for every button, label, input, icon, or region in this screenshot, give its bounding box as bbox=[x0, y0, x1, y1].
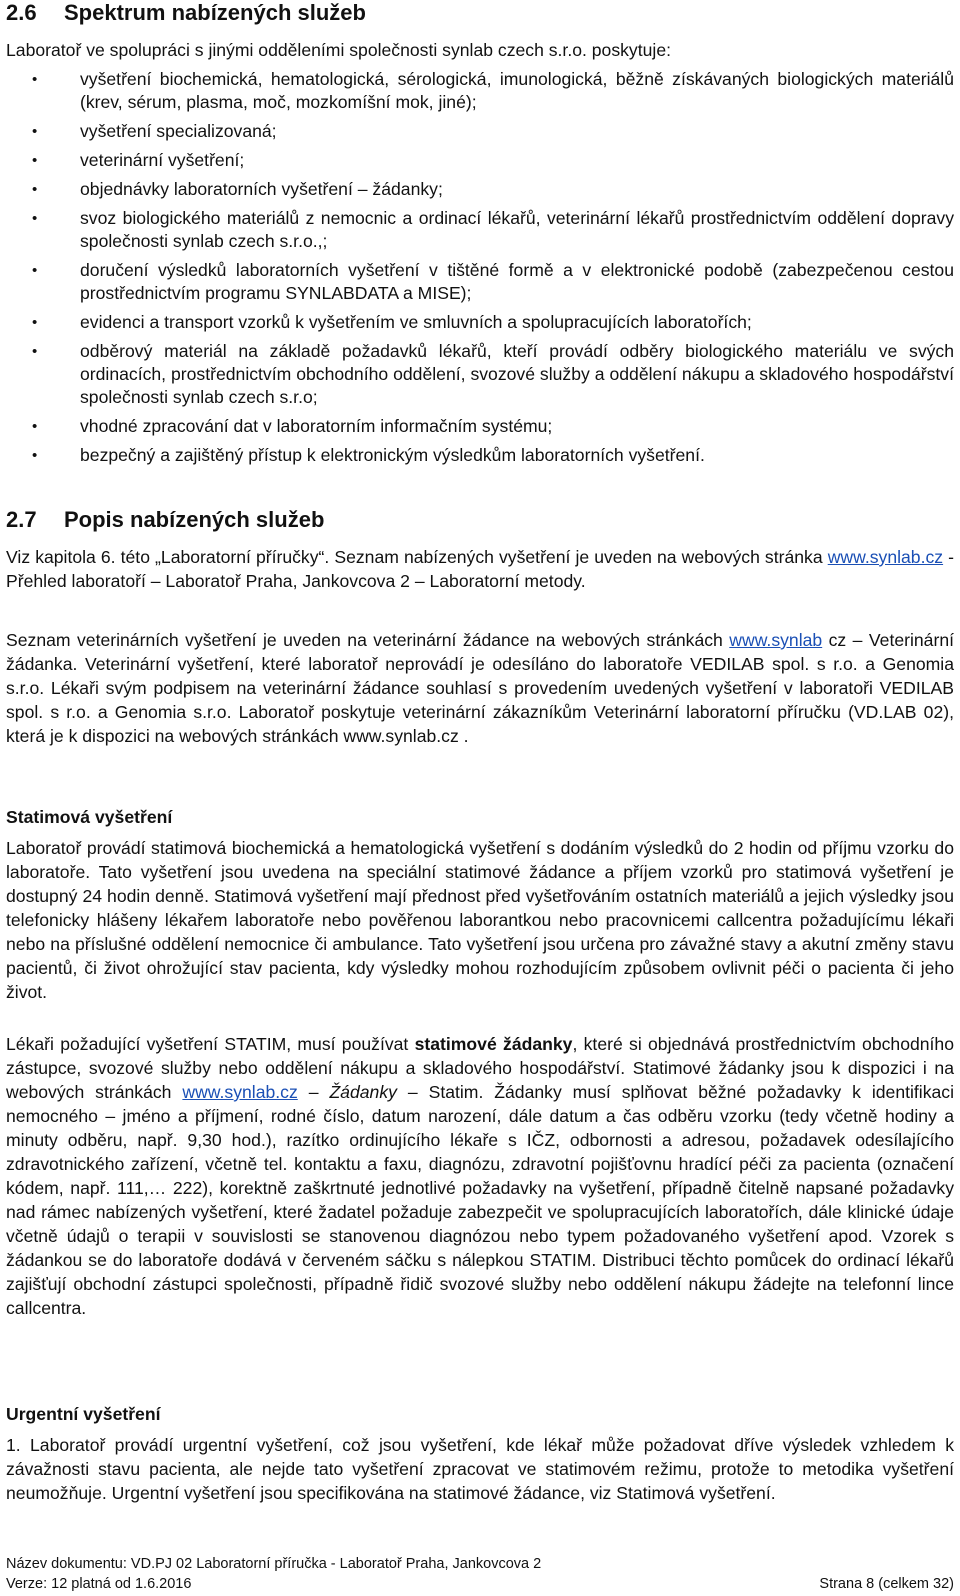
text: - Přehled laboratoří – Laboratoř Praha, Jankovcova 2 – Laboratorní metody. bbox=[6, 547, 955, 591]
service-item: • vyšetření specializovaná; bbox=[6, 120, 954, 143]
synlab-requests-link[interactable]: www.synlab.cz bbox=[182, 1082, 298, 1102]
text: Seznam veterinárních vyšetření je uveden na veterinární žádance na webových stránkách bbox=[6, 630, 730, 650]
service-item: • objednávky laboratorních vyšetření – žádanky; bbox=[6, 178, 954, 201]
service-item: • bezpečný a zajištěný přístup k elektronickým výsledkům laboratorních vyšetření. bbox=[6, 444, 954, 467]
bold-text: statimové žádanky bbox=[414, 1034, 573, 1054]
veterinary-paragraph bbox=[6, 628, 954, 748]
text: Viz kapitola 6. této „Laboratorní příručky“. Seznam nabízených vyšetření je uveden na webových stránka bbox=[6, 547, 828, 567]
statim-paragraph-2 bbox=[6, 1032, 954, 1320]
italic-text: Žádanky bbox=[329, 1082, 397, 1102]
services-intro: Laboratoř ve spolupráci s jinými odděleními společnosti synlab czech s.r.o. poskytuje: bbox=[6, 40, 671, 60]
service-item: • svoz biologického materiálů z nemocnic a ordinací lékařů, veterinární lékařů prostřednictvím oddělení dopravy společnosti synlab czech s.r.o.,; bbox=[6, 207, 954, 253]
section-number: 2.6 bbox=[6, 0, 37, 25]
services-description-paragraph bbox=[6, 545, 954, 593]
section-title: Popis nabízených služeb bbox=[64, 507, 325, 532]
footer-document-name: Název dokumentu: VD.PJ 02 Laboratorní příručka - Laboratoř Praha, Jankovcova 2 bbox=[6, 1556, 542, 1572]
section-title: Spektrum nabízených služeb bbox=[64, 0, 366, 25]
synlab-veterinary-link[interactable]: www.synlab bbox=[729, 630, 823, 650]
urgent-heading: Urgentní vyšetření bbox=[6, 1404, 161, 1424]
service-item: • vyšetření biochemická, hematologická, sérologická, imunologická, běžně získávaných biologických materiálů (krev, sérum, plasma, moč, mozkomíšní mok, jiné); bbox=[6, 68, 954, 114]
statim-paragraph-1: Laboratoř provádí statimová biochemická a hematologická vyšetření s dodáním výsledků do 2 hodin od příjmu vzorku do laboratoře. Tato vyšetření jsou uvedena na speciální statimové žádance a příjem vzorků pro statimová vyšetření je dostupný 24 hodin denně. Statimová vyšetření mají přednost před vyšetřováním ostatních materiálů a jejich výsledky jsou telefonicky hlášeny lékařem laboratoře nebo pověřenou laborantkou nebo pracovnicemi callcentra požadujícímu lékaři nebo na příslušné oddělení nemocnice či ambulance. Tato vyšetření jsou určena pro závažné stavy a akutní změny stavu pacientů, či život ohrožující stav pacienta, kdy výsledky mohou rozhodujícím způsobem ovlivnit péči o pacienta či jeho život. bbox=[6, 838, 954, 1002]
text: , které si objednává prostřednictvím obchodního zástupce, svozové služby nebo oddělení nákupu a skladového hospodářství. Statimové žádanky jsou k dispozici i na webových stránkách bbox=[6, 1034, 955, 1102]
service-item: • vhodné zpracování dat v laboratorním informačním systému; bbox=[6, 415, 954, 438]
text: Lékaři požadující vyšetření STATIM, musí používat bbox=[6, 1034, 415, 1054]
text: cz – Veterinární žádanka. Veterinární vyšetření, které laboratoř neprovádí je odesíláno do laboratoře VEDILAB spol. s r.o. a Genomia s.r.o. Lékaři svým podpisem na veterinární žádance souhlasí s provedením uvedených vyšetření v laboratoři VEDILAB spol. s r.o. a Genomia s.r.o. Laboratoř poskytuje veterinární zákazníkům Veterinární laboratorní příručku (VD.LAB 02), která je k dispozici na webových stránkách www.synlab.cz . bbox=[6, 630, 955, 746]
synlab-website-link[interactable]: www.synlab.cz bbox=[827, 547, 944, 567]
service-item: • odběrový materiál na základě požadavků lékařů, kteří provádí odběry biologického materiálu ve svých ordinacích, prostřednictvím obchodního oddělení, svozové služby a oddělení nákupu a skladového hospodářství společnosti synlab czech s.r.o; bbox=[6, 340, 954, 409]
urgent-paragraph: 1. Laboratoř provádí urgentní vyšetření, což jsou vyšetření, kde lékař může požadovat dříve výsledek vzhledem k závažnosti stavu pacienta, ale nejde tato vyšetření zpracovat ve statimovém režimu, protože to metodika vyšetření neumožňuje. Urgentní vyšetření jsou specifikována na statimové žádance, viz Statimová vyšetření. bbox=[6, 1435, 954, 1503]
service-item: • doručení výsledků laboratorních vyšetření v tištěné formě a v elektronické podobě (zabezpečenou cestou prostřednictvím programu SYNLABDATA a MISE); bbox=[6, 259, 954, 305]
service-item: • veterinární vyšetření; bbox=[6, 149, 954, 172]
service-item: • evidenci a transport vzorků k vyšetřením ve smluvních a spolupracujících laboratořích; bbox=[6, 311, 954, 334]
section-heading-2-6 bbox=[6, 0, 366, 26]
text: – bbox=[297, 1082, 330, 1102]
footer-version: Verze: 12 platná od 1.6.2016 bbox=[6, 1576, 192, 1592]
section-heading-2-7 bbox=[6, 507, 324, 533]
section-number: 2.7 bbox=[6, 507, 37, 532]
footer-page-number: Strana 8 (celkem 32) bbox=[819, 1576, 954, 1592]
services-list bbox=[6, 68, 954, 467]
text: – Statim. Žádanky musí splňovat běžné požadavky k identifikaci nemocného – jméno a příjmení, rodné číslo, datum narození, dále datum a čas odběru vzorku (tedy včetně hodiny a minuty odběru, např. 9,30 hod.), razítko ordinujícího lékaře s IČZ, odbornosti a adresou, požadavek odesílajícího zdravotnického zařízení, včetně tel. kontaktu a faxu, diagnózu, zdravotní pojišťovnu hradící péči za pacienta (označení kódem, např. 111,… 222), korektně zaškrtnuté jednotlivé požadavky na vyšetření, případně čitelně napsané požadavky nad rámec nabízených vyšetření, které žadatel požaduje zabezpečit ve spolupracujících laboratořích, dále klinické údaje včetně údajů o terapii v souvislosti se stanovenou diagnózou nebo typem požadovaného vyšetření apod. Vzorek s žádankou se do laboratoře dodává v červeném sáčku s nálepkou STATIM. Distribuci těchto pomůcek do ordinací lékařů zajišťují obchodní zástupci společnosti, případně řidič svozové služby nebo oddělení nákupu žádejte na telefonní lince callcentra. bbox=[6, 1082, 955, 1318]
statim-heading: Statimová vyšetření bbox=[6, 807, 173, 827]
